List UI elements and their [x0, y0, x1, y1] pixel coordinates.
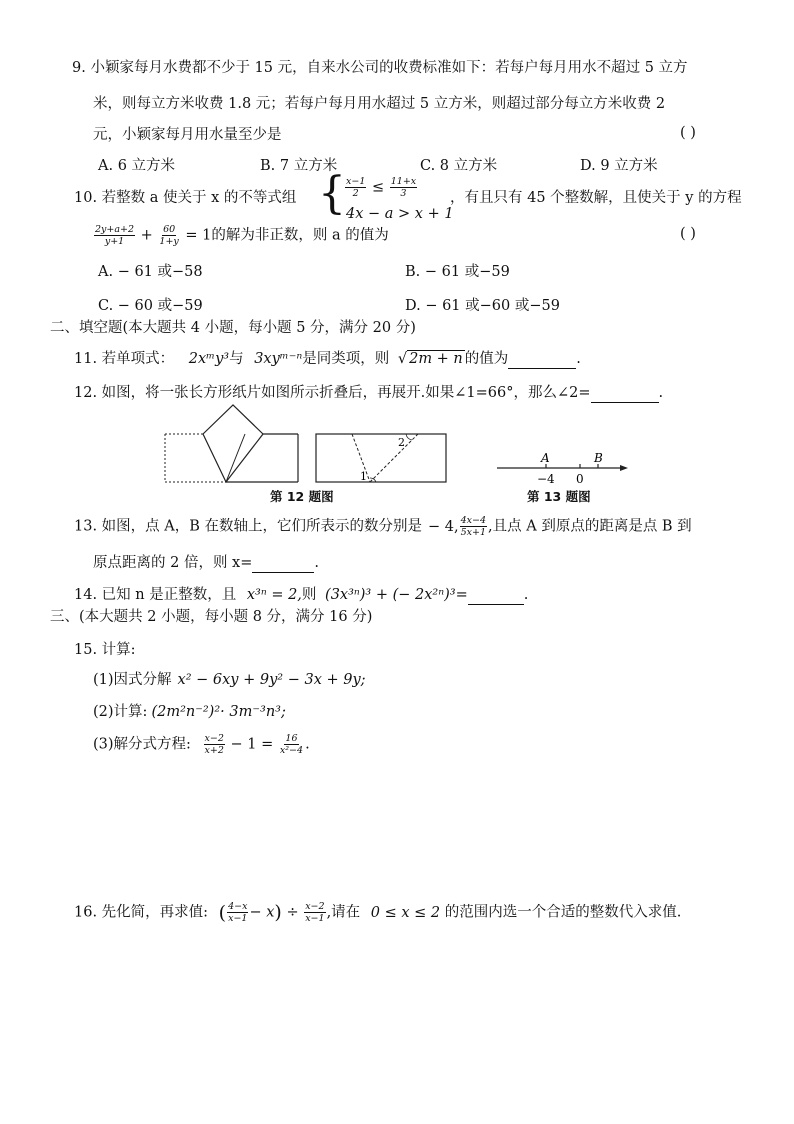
q13-line2: 原点距离的 2 倍，则 x= .: [93, 555, 319, 571]
q10-equation: $\frac{2y+a+2}{y+1}$ + $\frac{60}{1+y}$ = 1的解为非正数，则 a 的值为: [95, 224, 389, 247]
q9-option-a: A. 6 立方米: [98, 158, 176, 174]
fig13-number-line: [497, 464, 628, 471]
q9-answer-paren: ( ): [680, 125, 696, 141]
q10-option-d: D. − 61 或−60 或−59: [405, 298, 560, 314]
q10-lead: 10. 若整数 a 使关于 x 的不等式组: [74, 190, 297, 206]
q16: 16. 先化简，再求值: ( $\frac{4-x}{x-1}$ − x) ÷ $\frac{x-2}{x-1}$ ,请在 0 ≤ x ≤ 2 的范围内选一个合适的整数代入求值.: [74, 901, 682, 924]
q9-line1: 9. 小颖家每月水费都不少于 15 元，自来水公司的收费标准如下：若每户每月用水不超过 5 立方: [72, 60, 688, 76]
q15-title: 15. 计算:: [74, 642, 136, 658]
fig13-tick-0: 0: [576, 472, 584, 486]
fig12-left-folded: [165, 405, 298, 482]
q10-option-a: A. − 61 或−58: [98, 264, 203, 280]
fig12-right-unfolded: [316, 434, 446, 482]
q15-part2: (2)计算: (2m²n⁻²)²· 3m⁻³n³;: [93, 704, 286, 720]
q9-option-c: C. 8 立方米: [420, 158, 498, 174]
q9-option-d: D. 9 立方米: [580, 158, 658, 174]
q10-system-brace: {: [318, 168, 346, 219]
q14: 14. 已知 n 是正整数，且 x³ⁿ = 2,则 (3x³ⁿ)³ + (− 2x²ⁿ)³= .: [74, 587, 529, 603]
q10-option-c: C. − 60 或−59: [98, 298, 203, 314]
section-2-heading: 二、填空题(本大题共 4 小题，每小题 5 分，满分 20 分): [50, 320, 416, 336]
q15-part3: (3)解分式方程: $\frac{x-2}{x+2}$ − 1 = $\frac{16}{\text{x²−4}}$ .: [93, 733, 310, 756]
q12: 12. 如图，将一张长方形纸片如图所示折叠后，再展开.如果∠1=66°，那么∠2= .: [74, 385, 664, 401]
fig12-caption: 第 12 题图: [270, 489, 334, 504]
q15-part1: (1)因式分解 x² − 6xy + 9y² − 3x + 9y;: [93, 672, 366, 688]
q13-answer-blank[interactable]: [252, 557, 314, 573]
q10-option-b: B. − 61 或−59: [405, 264, 510, 280]
q10-answer-paren: ( ): [680, 226, 696, 242]
fig13-caption: 第 13 题图: [527, 489, 591, 504]
q9-line2: 米，则每立方米收费 1.8 元；若每户每月用水超过 5 立方米，则超过部分每立方米收费 2: [93, 96, 666, 112]
fig12-angle-1-label: 1: [360, 470, 367, 483]
q13-line1: 13. 如图，点 A，B 在数轴上，它们所表示的数分别是 − 4, $\frac{4x-4}{5x+1}$ ,且点 A 到原点的距离是点 B 到: [74, 515, 692, 538]
section-3-heading: 三、(本大题共 2 小题，每小题 8 分，满分 16 分): [50, 609, 373, 625]
q9-option-b: B. 7 立方米: [260, 158, 338, 174]
fig13-point-a: A: [541, 451, 550, 465]
q10-tail: ，有且只有 45 个整数解，且使关于 y 的方程: [450, 190, 742, 206]
q9-line3: 元，小颖家每月用水量至少是: [93, 127, 282, 143]
q10-ineq2: 4x − a > x + 1: [346, 206, 454, 222]
fig13-tick-minus4: −4: [537, 472, 555, 486]
fig13-point-b: B: [594, 451, 603, 465]
q11: 11. 若单项式： 2xᵐy³与 3xyᵐ⁻ⁿ是同类项，则 √ 2m + n 的值为 .: [74, 351, 581, 367]
fig12-angle-2-label: 2: [398, 436, 405, 449]
q10-ineq1: $\frac{x-1}{2}$ ≤ $\frac{11+x}{3}$: [346, 176, 417, 199]
q14-answer-blank[interactable]: [468, 589, 524, 605]
